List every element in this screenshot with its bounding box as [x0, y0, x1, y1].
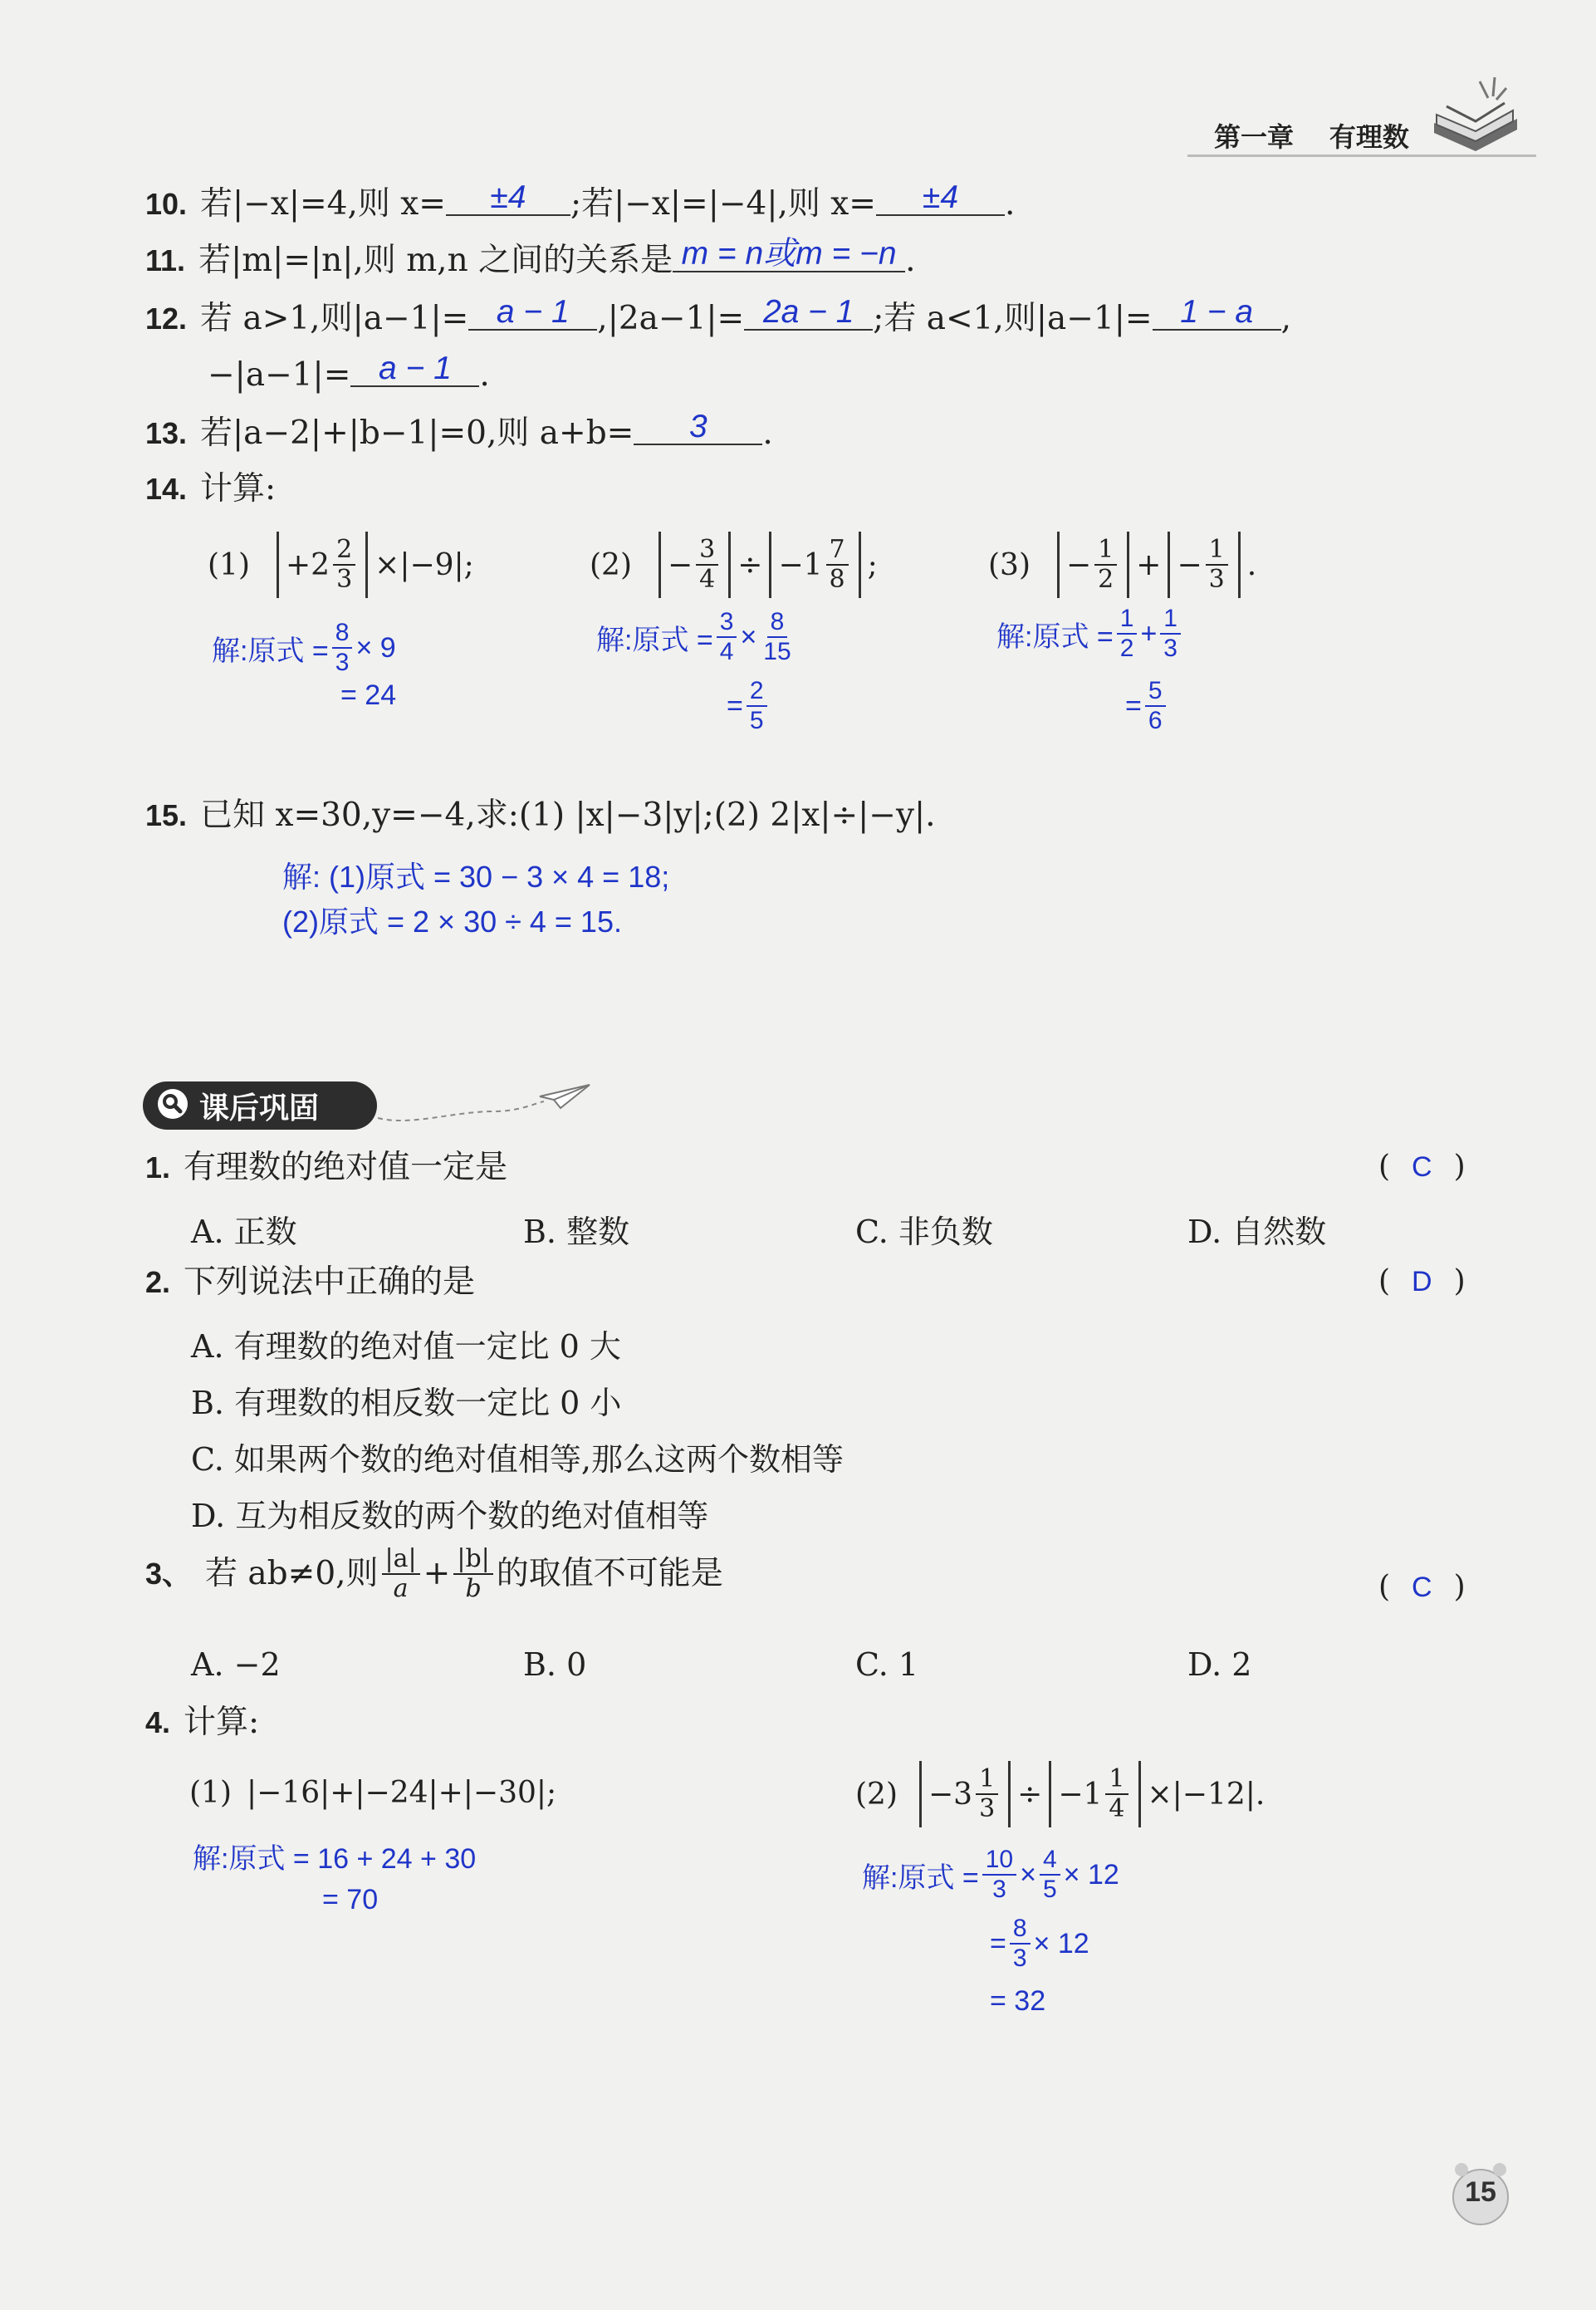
q14-part2	[590, 532, 878, 598]
numerator: 1	[1117, 605, 1138, 635]
question-text: 下列说法中正确的是	[184, 1263, 476, 1301]
s2-question-3	[145, 1545, 723, 1603]
left-paren: (	[1378, 1570, 1391, 1604]
numerator: 8	[767, 608, 788, 638]
question-number: 13.	[145, 416, 188, 450]
option-text: C. 非负数	[855, 1214, 993, 1250]
sign: −	[1177, 547, 1202, 582]
question-text: ;若|−x|=|−4|,则 x=	[570, 185, 876, 223]
fraction	[1160, 605, 1181, 663]
numerator: 1	[1094, 536, 1117, 566]
fraction	[453, 1545, 492, 1603]
answer-text: 1 − a	[1180, 294, 1254, 330]
question-12	[145, 294, 1292, 339]
option-text: B. 整数	[523, 1214, 630, 1250]
section-banner	[143, 1081, 377, 1130]
s2-q1-option-a	[191, 1206, 297, 1252]
right-paren: )	[1453, 1570, 1466, 1604]
mixed-whole: −1	[1058, 1777, 1103, 1812]
numerator: 1	[1160, 605, 1181, 635]
mixed-whole: −3	[928, 1777, 973, 1812]
part-label: (2)	[855, 1777, 898, 1812]
operator: ÷	[1017, 1777, 1043, 1812]
operator: +	[423, 1555, 451, 1592]
right-paren: )	[1453, 1264, 1466, 1298]
answer-blank	[744, 296, 873, 331]
chapter-label: 第一章	[1214, 122, 1295, 152]
operator: ×	[740, 620, 757, 653]
s2-q2-option-a	[191, 1321, 621, 1366]
abs-bar	[658, 532, 661, 598]
denominator: 4	[699, 565, 716, 594]
operator: =	[727, 689, 743, 722]
numerator: 8	[1010, 1915, 1031, 1945]
numerator: 3	[696, 536, 718, 566]
fraction	[982, 1846, 1016, 1904]
question-text: 有理数的绝对值一定是	[184, 1149, 508, 1186]
denominator: 3	[1012, 1945, 1027, 1972]
abs-bar	[1008, 1761, 1011, 1827]
numerator: 2	[333, 536, 355, 566]
question-10	[145, 179, 1016, 224]
question-text: .	[479, 356, 490, 394]
q14-part2-solution	[596, 608, 798, 666]
q14-part1-result	[340, 679, 396, 712]
book-icon	[1430, 73, 1521, 159]
operator: ÷	[737, 547, 763, 582]
q14-part3-result	[1125, 677, 1169, 735]
question-text: 计算:	[184, 1704, 260, 1741]
s2-q2-option-d	[191, 1490, 708, 1536]
question-text: 的取值不可能是	[496, 1555, 723, 1592]
question-12-cont	[208, 351, 490, 395]
option-text: D. 自然数	[1187, 1214, 1327, 1250]
question-13	[145, 409, 773, 454]
option-text: D. 2	[1187, 1646, 1252, 1683]
answer-text: 3	[688, 409, 707, 444]
punctuation: .	[1246, 547, 1257, 582]
q14-part3	[988, 532, 1256, 598]
left-paren: (	[1378, 1150, 1391, 1184]
question-text: 若 ab≠0,则	[205, 1555, 379, 1592]
fraction	[976, 1765, 998, 1823]
denominator: 3	[1163, 635, 1177, 662]
denominator: 15	[763, 638, 791, 665]
numerator: 8	[332, 619, 353, 649]
question-text: 若 a>1,则|a−1|=	[200, 300, 469, 337]
expression-text: ×|−9|;	[375, 547, 474, 582]
numerator: |b|	[453, 1545, 492, 1575]
question-text: ,	[1280, 300, 1292, 337]
option-text: A. 正数	[191, 1214, 297, 1250]
answer-text: a − 1	[378, 351, 452, 386]
denominator: 3	[992, 1876, 1006, 1903]
question-text: 若|−x|=4,则 x=	[200, 185, 446, 223]
s2-q1-option-b	[523, 1206, 629, 1252]
sign: −	[1066, 547, 1092, 582]
answer-blank	[446, 181, 570, 216]
answer-blank	[350, 352, 479, 387]
question-number: 4.	[145, 1705, 171, 1739]
magnifier-icon	[156, 1087, 189, 1124]
fraction	[333, 536, 355, 594]
abs-bar	[859, 532, 861, 598]
section-label: 有理数	[1329, 122, 1409, 152]
answer-text: a − 1	[496, 294, 570, 330]
numerator: 2	[747, 677, 767, 707]
question-number: 14.	[145, 472, 188, 506]
part-label: (1)	[189, 1776, 232, 1810]
numerator: |a|	[382, 1545, 420, 1575]
s2-question-4	[145, 1703, 259, 1743]
s2-q4-part1-result	[322, 1884, 378, 1916]
q14-part2-result	[727, 677, 771, 735]
answer-blank	[876, 181, 1005, 216]
answer-text: m = n或m = −n	[681, 236, 897, 272]
mixed-whole: −1	[778, 547, 823, 582]
answer-blank	[673, 238, 905, 272]
sign: −	[668, 547, 693, 582]
solution-text: 解:原式 =	[996, 620, 1114, 653]
numerator: 4	[1040, 1846, 1060, 1876]
s2-q3-option-a	[191, 1646, 281, 1683]
denominator: 4	[719, 638, 734, 665]
solution-text: × 12	[1033, 1927, 1089, 1959]
s2-q1-option-d	[1187, 1206, 1326, 1252]
numerator: 1	[976, 1765, 998, 1795]
header-chapter	[1214, 116, 1409, 154]
s2-q3-option-c	[855, 1646, 918, 1683]
denominator: 6	[1148, 707, 1163, 734]
question-text: ,|2a−1|=	[597, 300, 745, 337]
expression-text: ×|−12|.	[1147, 1777, 1266, 1812]
abs-bar	[277, 532, 279, 598]
denominator: 2	[1119, 635, 1134, 662]
mixed-whole: +2	[286, 547, 330, 582]
answer-blank	[634, 410, 762, 445]
part-label: (1)	[208, 547, 250, 582]
part-label: (2)	[590, 547, 632, 582]
question-number: 2.	[145, 1265, 171, 1299]
paper-plane-icon	[378, 1078, 594, 1131]
fraction	[1145, 677, 1166, 735]
solution-text: = 32	[990, 1985, 1046, 2017]
fraction	[717, 608, 737, 666]
denominator: 8	[829, 565, 845, 594]
question-number: 15.	[145, 798, 188, 832]
fraction	[1105, 1765, 1128, 1823]
solution-text: = 24	[340, 679, 397, 711]
question-number: 3、	[145, 1557, 193, 1591]
s2-q4-part2-step2	[990, 1915, 1089, 1973]
option-text: B. 有理数的相反数一定比 0 小	[191, 1385, 622, 1421]
answer-bracket	[1378, 1570, 1466, 1604]
option-text: C. 1	[855, 1646, 919, 1683]
option-text: A. −2	[191, 1646, 281, 1683]
fraction	[1206, 536, 1228, 594]
question-text: −|a−1|=	[208, 356, 351, 394]
section-title: 课后巩固	[199, 1090, 320, 1125]
fraction	[1094, 536, 1117, 594]
operator: ×	[1020, 1858, 1036, 1891]
s2-q4-part2-solution	[862, 1846, 1119, 1904]
s2-q4-part1	[189, 1776, 556, 1810]
denominator: 4	[1109, 1794, 1125, 1823]
abs-bar	[1238, 532, 1241, 598]
punctuation: ;	[867, 547, 878, 582]
option-text: B. 0	[523, 1646, 587, 1683]
s2-q4-part1-solution	[193, 1836, 476, 1876]
answer-letter: D	[1412, 1266, 1432, 1297]
denominator: 3	[336, 565, 353, 594]
fraction	[1040, 1846, 1060, 1904]
solution-text: 解:原式 = 16 + 24 + 30	[193, 1843, 477, 1875]
numerator: 7	[826, 536, 849, 566]
operator: +	[1136, 547, 1162, 582]
denominator: 3	[979, 1794, 996, 1823]
fraction	[1010, 1915, 1031, 1973]
denominator: 2	[1098, 565, 1114, 594]
question-text: .	[1004, 185, 1016, 223]
page-number-badge	[1445, 2160, 1516, 2226]
abs-bar	[1049, 1761, 1051, 1827]
answer-bracket	[1378, 1264, 1466, 1298]
abs-bar	[769, 532, 771, 598]
solution-text: × 9	[355, 631, 396, 664]
fraction	[382, 1545, 420, 1603]
question-text: 计算:	[200, 470, 277, 508]
answer-letter: C	[1412, 1572, 1432, 1603]
q14-part3-solution	[996, 605, 1184, 663]
solution-text: = 70	[322, 1884, 379, 1915]
abs-bar	[919, 1761, 922, 1827]
numerator: 5	[1145, 677, 1166, 707]
question-text: 若|m|=|n|,则 m,n 之间的关系是	[198, 242, 673, 279]
q14-part1-solution	[212, 619, 396, 677]
abs-bar	[1168, 532, 1170, 598]
q15-solution-1	[282, 854, 669, 896]
question-number: 11.	[145, 243, 186, 277]
s2-q1-option-c	[855, 1206, 993, 1252]
question-text: .	[762, 414, 773, 452]
abs-bar	[1127, 532, 1129, 598]
numerator: 3	[717, 608, 737, 638]
question-15	[145, 796, 936, 836]
numerator: 1	[1206, 536, 1228, 566]
solution-text: 解:原式 =	[212, 635, 329, 667]
operator: =	[1125, 689, 1142, 722]
option-text: C. 如果两个数的绝对值相等,那么这两个数相等	[191, 1441, 844, 1478]
numerator: 10	[982, 1846, 1016, 1876]
right-paren: )	[1453, 1150, 1466, 1184]
fraction	[696, 536, 718, 594]
solution-text: (2)原式 = 2 × 30 ÷ 4 = 15.	[282, 905, 622, 939]
denominator: 3	[335, 649, 350, 676]
question-number: 12.	[145, 302, 188, 336]
denominator: a	[393, 1574, 409, 1603]
solution-text: 解:原式 =	[862, 1861, 979, 1894]
fraction	[332, 619, 353, 677]
solution-text: × 12	[1063, 1858, 1119, 1891]
q14-part1	[208, 532, 474, 598]
abs-bar	[1138, 1761, 1141, 1827]
question-text: 已知 x=30,y=−4,求:(1) |x|−3|y|;(2) 2|x|÷|−y|.	[200, 797, 936, 834]
s2-q3-option-d	[1187, 1646, 1251, 1683]
s2-q2-option-c	[191, 1434, 844, 1479]
s2-question-2	[145, 1263, 475, 1302]
answer-text: ±4	[490, 179, 526, 215]
numerator: 1	[1105, 1765, 1128, 1795]
option-text: D. 互为相反数的两个数的绝对值相等	[191, 1498, 709, 1534]
solution-text: 解:原式 =	[596, 624, 713, 656]
abs-bar	[1057, 532, 1060, 598]
part-label: (3)	[988, 547, 1031, 582]
fraction	[1117, 605, 1138, 663]
solution-text: 解: (1)原式 = 30 − 3 × 4 = 18;	[282, 860, 670, 894]
answer-blank	[1153, 296, 1281, 331]
abs-bar	[728, 532, 731, 598]
question-text: .	[905, 242, 916, 279]
question-text: 若|a−2|+|b−1|=0,则 a+b=	[200, 414, 634, 452]
fraction	[826, 536, 849, 594]
denominator: 5	[1042, 1876, 1057, 1903]
question-number: 10.	[145, 187, 188, 221]
expression-text: |−16|+|−24|+|−30|;	[247, 1776, 557, 1810]
question-14	[145, 469, 276, 509]
operator: +	[1140, 617, 1158, 650]
operator: =	[990, 1927, 1006, 1959]
s2-q4-part2-result	[990, 1985, 1045, 2018]
answer-text: 2a − 1	[762, 294, 854, 330]
denominator: b	[465, 1574, 482, 1603]
s2-q4-part2	[855, 1761, 1265, 1827]
question-number: 1.	[145, 1150, 171, 1184]
abs-bar	[365, 532, 368, 598]
q15-solution-2	[282, 899, 622, 941]
s2-q3-option-b	[523, 1646, 586, 1683]
fraction	[760, 608, 794, 666]
denominator: 3	[1208, 565, 1225, 594]
s2-question-1	[145, 1148, 507, 1188]
question-11	[145, 236, 916, 281]
s2-q2-option-b	[191, 1377, 621, 1423]
left-paren: (	[1378, 1264, 1391, 1298]
denominator: 5	[749, 707, 764, 734]
answer-text: ±4	[922, 179, 959, 215]
fraction	[747, 677, 767, 735]
question-text: ;若 a<1,则|a−1|=	[873, 300, 1153, 337]
answer-bracket	[1378, 1150, 1466, 1184]
option-text: A. 有理数的绝对值一定比 0 大	[191, 1328, 621, 1365]
answer-letter: C	[1412, 1151, 1432, 1183]
page-number: 15	[1465, 2176, 1496, 2208]
answer-blank	[468, 296, 597, 331]
